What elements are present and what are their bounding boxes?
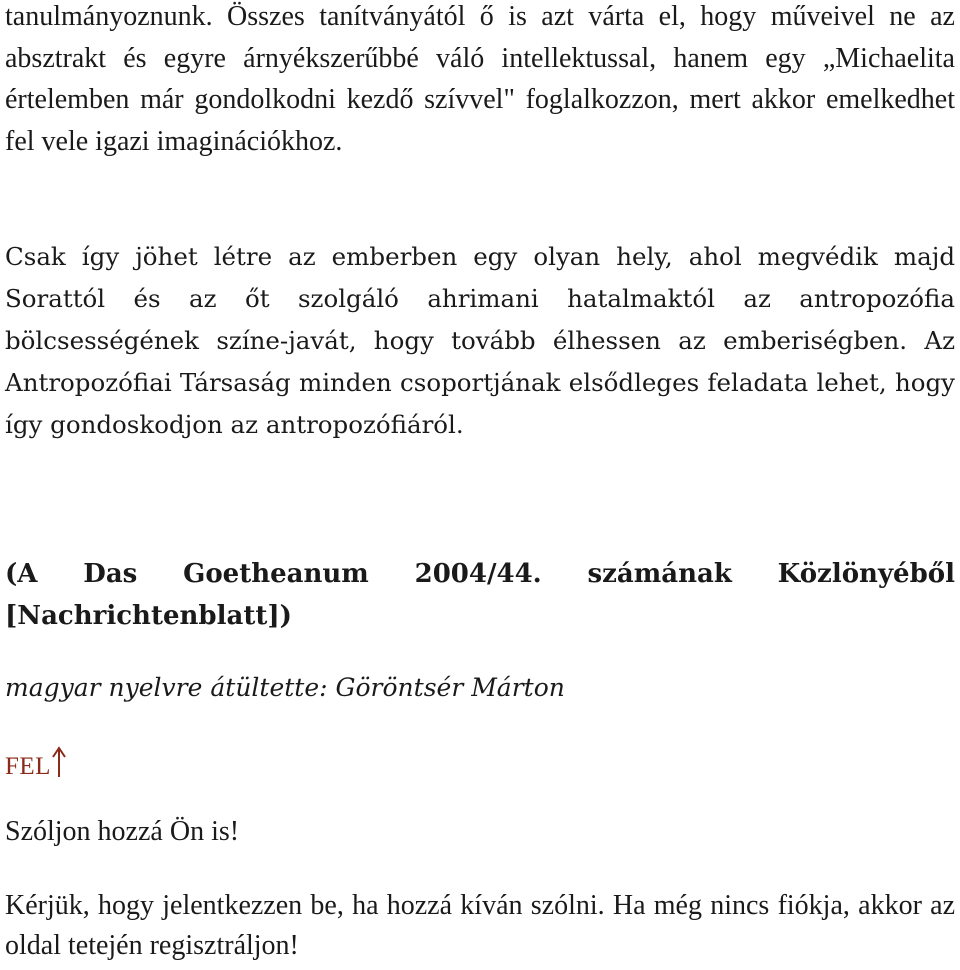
article-paragraph-1: tanulmányoznunk. Összes tanítványától ő is azt várta el, hogy műveivel ne az absztrakt és egyre árnyékszerűbbé váló intellektussal, hanem egy „Michaelita értelemben már gondolkodni kezdő szívvel" foglalkozzon, mert akkor emelkedhet fel vele igazi imaginációkhoz. bbox=[5, 1, 955, 157]
translator-credit: magyar nyelvre átültette: Göröntsér Márton bbox=[5, 673, 565, 702]
comment-section-heading: Szóljon hozzá Ön is! bbox=[5, 816, 240, 847]
back-to-top-link[interactable] bbox=[5, 746, 66, 780]
article-source: (A Das Goetheanum 2004/44. számának Közlönyéből [Nachrichtenblatt]) bbox=[5, 559, 955, 631]
article-paragraph-2: Csak így jöhet létre az emberben egy olyan hely, ahol megvédik majd Sorattól és az őt szolgáló ahrimani hatalmaktól az antropozófia bölcsességének színe-javát, hogy tovább élhessen az emberiségben. Az Antropozófiai Társaság minden csoportjának elsődleges feladata lehet, hogy így gondoskodjon az antropozófiáról. bbox=[5, 242, 955, 439]
back-to-top-label: FEL bbox=[5, 753, 51, 780]
arrow-up-icon bbox=[52, 746, 66, 778]
login-required-note: Kérjük, hogy jelentkezzen be, ha hozzá kíván szólni. Ha még nincs fiókja, akkor az oldal tetején regisztráljon! bbox=[5, 890, 955, 961]
